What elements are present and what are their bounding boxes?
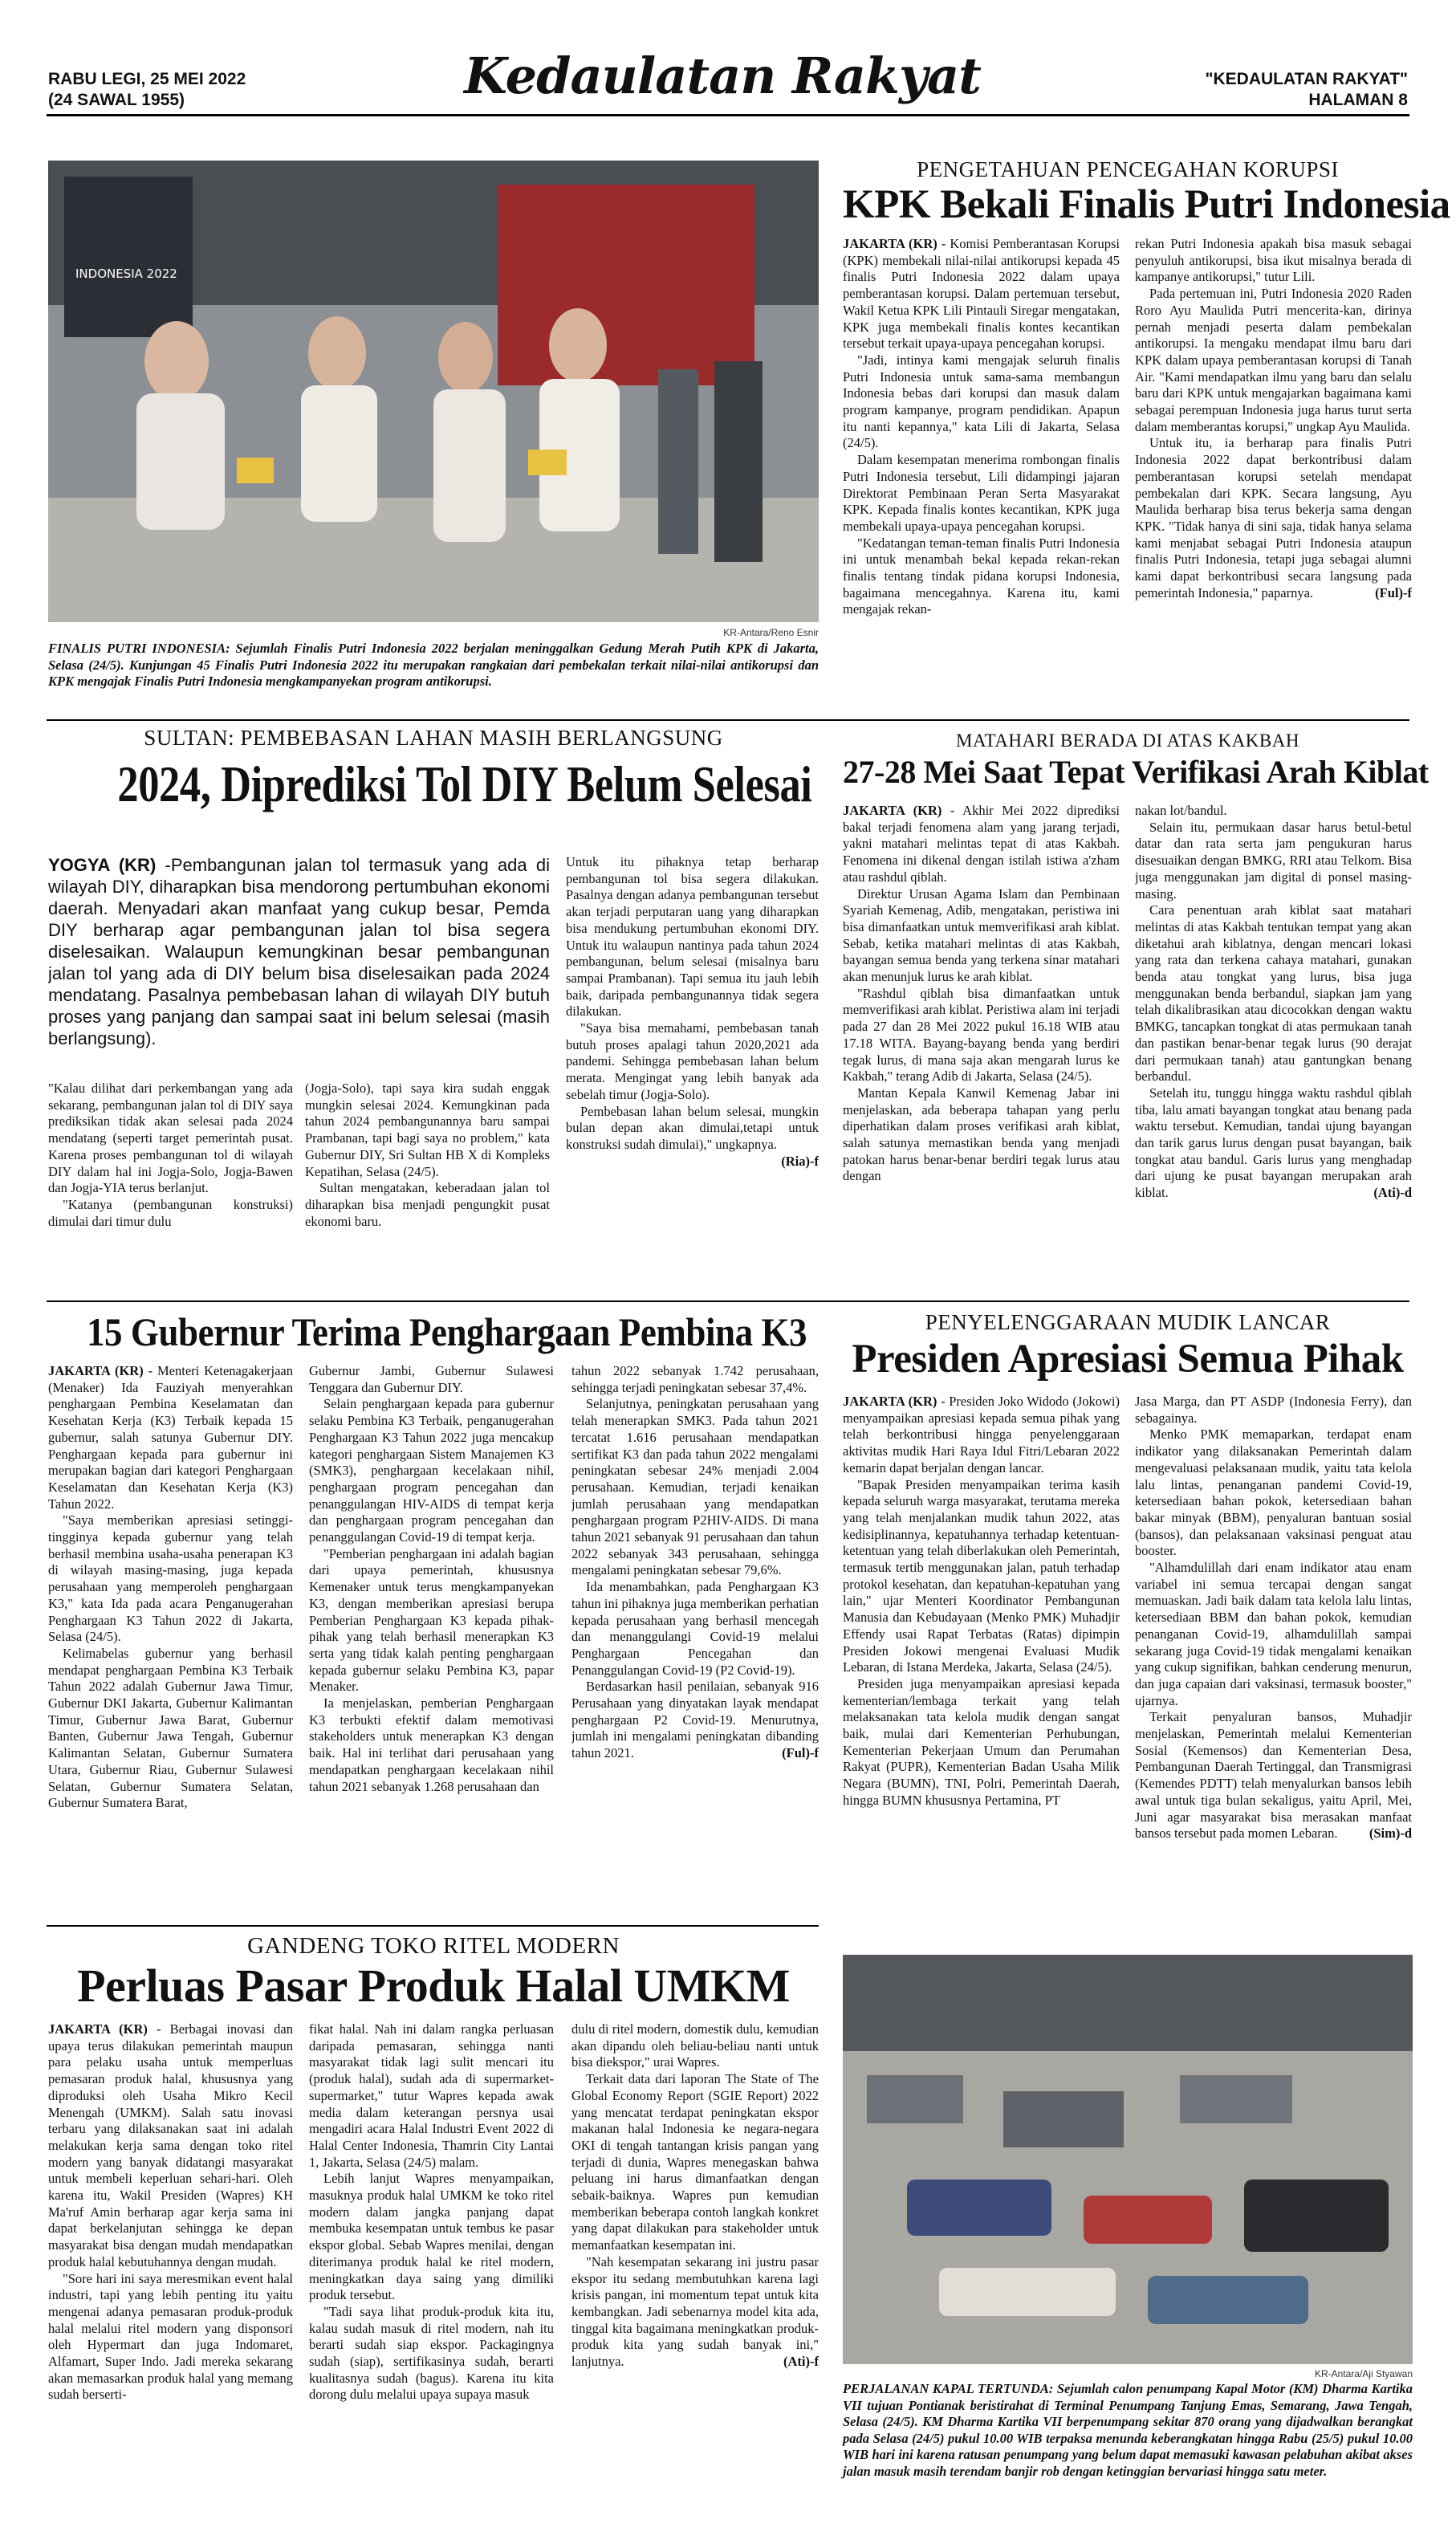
paragraph: "Nah kesempatan sekarang ini justru pasar ekspor itu sedang membutuhkan karena lagi krisis pangan, ini momentum tepat untuk kita kembangkan. Jadi sebenarnya model kita ada, tinggal kita bagaimana meningkatkan produk-produk kita yang sudah banyak ini," lanjutnya. (Ati)-f	[571, 2253, 819, 2370]
paragraph: "Bapak Presiden menyampaikan terima kasih kepada seluruh warga masyarakat, terutama mereka yang telah menjalankan mudik tahun 2022, atas kedisiplinannya, kepatuhannya terhadap ketentuan-ketentuan yang telah diberlakukan oleh Pemerintah, termasuk tertib menggunakan jalan, patuh terhadap protokol kesehatan, dan kepatuhan-kepatuhan yang lain," ujar Menteri Koordinator Pembangunan Manusia dan Kebudayaan (Menko PMK) Muhadjir Effendy usai Rapat Terbatas (Ratas) dipimpin Presiden Jokowi mengenai Evaluasi Mudik Lebaran, di Istana Merdeka, Jakarta, Selasa (24/5).	[843, 1476, 1120, 1675]
paragraph: "Kedatangan teman-teman finalis Putri Indonesia ini untuk menambah bekal kepada rekan-rekan finalis tentang tindak pidana korupsi Indonesia, bagaimana mencegahnya. Karena itu, kami mengajak rekan-	[843, 535, 1120, 617]
tol-col-3	[566, 854, 819, 1296]
paragraph: "Saya bisa memahami, pembebasan tanah butuh proses apalagi tahun 2020,2021 ada pandemi. Sehingga pembebasan lahan belum merata. Mengingat yang lebih banyak ada sebelah timur (Jogja-Solo).	[566, 1020, 819, 1102]
tol-lead: YOGYA (KR) -Pembangunan jalan tol termasuk yang ada di wilayah DIY, diharapkan bisa mendorong pertumbuhan ekonomi daerah. Menyadari akan manfaat yang cukup besar, Pemda DIY berharap agar pembangunan jalan tol bisa segera diselesaikan. Walaupun kemungkinan besar pembangunan jalan tol yang ada di DIY belum bisa diselesaikan pada 2024 mendatang. Pasalnya pembebasan lahan di wilayah DIY butuh proses yang panjang dan sampai saat ini belum selesai (masih berlangsung).	[48, 855, 550, 1048]
paragraph: Untuk itu pihaknya tetap berharap pembangunan tol bisa segera dilakukan. Pasalnya dengan adanya pembangunan tersebut akan terjadi perputaran uang yang diharapkan bisa mendukung pertumbuhan ekonomi DIY. Untuk itu walaupun nantinya pada tahun 2024 pembangunan, belum selesai (misalnya baru sampai Prambanan). Tapi semua itu jauh lebih baik, daripada pembangunannya tidak segera dilakukan.	[566, 854, 819, 1020]
paragraph: "Katanya (pembangunan konstruksi) dimulai dari timur dulu	[48, 1196, 293, 1229]
kpk-kicker: PENGETAHUAN PENCEGAHAN KORUPSI	[917, 157, 1339, 181]
k3-col-2	[309, 1363, 554, 1917]
paragraph: Lebih lanjut Wapres menyampaikan, masuknya produk halal UMKM ke toko ritel modern dalam jangka panjang dapat membuka kesempatan untuk tembus ke pasar ekspor global. Sebab Wapres menilai, dengan diterimanya produk halal ke ritel modern, meningkatkan daya saing yang dimiliki produk tersebut.	[309, 2171, 554, 2303]
date-text: RABU LEGI, 25 MEI 2022	[48, 70, 246, 88]
dateline: JAKARTA (KR)	[843, 803, 942, 818]
author-signature: (Ful)-f	[782, 1745, 819, 1761]
kiblat-kicker: MATAHARI BERADA DI ATAS KAKBAH	[956, 731, 1299, 751]
mudik-kicker: PENYELENGGARAAN MUDIK LANCAR	[925, 1310, 1331, 1334]
paragraph: Pembebasan lahan belum selesai, mungkin bulan depan akan dimulai,tetapi untuk konstruksi sudah dimulai)," ungkapnya. (Ria)-f	[566, 1103, 819, 1169]
paragraph: JAKARTA (KR) - Akhir Mei 2022 diprediksi bakal terjadi fenomena alam yang jarang terjadi, yakni matahari melintas tepat di atas Kakbah. Fenomena ini dikenal dengan istilah istiwa a'zham atau rashdul qiblah.	[843, 803, 1120, 885]
paragraph: (Jogja-Solo), tapi saya kira sudah enggak mungkin selesai 2024. Kemungkinan pada tahun 2024 pembangunannya baru sampai Prambanan, tapi bagi saya no problem," kata Gubernur DIY, Sri Sultan HB X di Kompleks Kepatihan, Selasa (24/5).	[305, 1081, 550, 1179]
paragraph: "Saya memberikan apresiasi setinggi-tingginya kepada gubernur yang telah berhasil membina usaha-usaha penerapan K3 di wilayah masing-masing, juga kepada perusahaan yang memperoleh penghargaan K3," kata Ida pada acara Penganugerahan Penghargaan K3 Tahun 2022 di Jakarta, Selasa (24/5).	[48, 1512, 293, 1645]
paragraph: Kelimabelas gubernur yang berhasil mendapat penghargaan Pembina K3 Terbaik Tahun 2022 adalah Gubernur Jawa Timur, Gubernur DKI Jakarta, Gubernur Kalimantan Timur, Gubernur Jawa Barat, Gubernur Banten, Gubernur Jawa Tengah, Gubernur Kalimantan Selatan, Gubernur Sumatera Utara, Gubernur Riau, Gubernur Sulawesi Selatan, Gubernur Sumatera Selatan, Gubernur Sumatera Barat,	[48, 1645, 293, 1811]
author-signature: (Ful)-f	[1375, 584, 1412, 600]
paragraph: Terkait data dari laporan The State of The Global Economy Report (SGIE Report) 2022 yang mencatat terdapat peningkatan ekspor makanan halal Indonesia ke negara-negara OKI di tengah tantangan krisis pangan yang terjadi di dunia, Wapres menegaskan bahwa peluang ini harus dimanfaatkan dengan sebaik-baiknya. Wapres pun kemudian memberikan beberapa contoh langkah konkret yang dapat dilakukan para stakeholder untuk memanfaatkan kesempatan ini.	[571, 2071, 819, 2253]
issue-date	[48, 69, 246, 111]
k3-col-3	[571, 1363, 819, 1917]
paragraph: rekan Putri Indonesia apakah bisa masuk sebagai penyuluh antikorupsi, bisa ikut misalnya berada di kampanye antikorupsi," tutur Lili.	[1135, 236, 1412, 285]
kiblat-headline: 27-28 Mei Saat Tepat Verifikasi Arah Kiblat	[843, 754, 1429, 790]
paragraph: Setelah itu, tunggu hingga waktu rashdul qiblah tiba, lalu amati bayangan tongkat atau benang pada waktu tersebut. Kemudian, tandai ujung bayangan dan tarik garus lurus dengan pusat bayangan, baik tongkat atau bandul. Garis lurus yang menghadap dari ujung ke pusat bayangan merupakan arah kiblat. (Ati)-d	[1135, 1085, 1412, 1201]
umkm-kicker: GANDENG TOKO RITEL MODERN	[247, 1933, 620, 1959]
paragraph: Jasa Marga, dan PT ASDP (Indonesia Ferry), dan sebagainya.	[1135, 1394, 1412, 1426]
paragraph: Untuk itu, ia berharap para finalis Putri Indonesia 2022 dapat berkontribusi dalam pemberantasan korupsi setelah mendapat pembekalan dari KPK. Secara langsung, Ayu Maulida berharap bisa terus bekerja sama dengan KPK. "Tidak hanya di sini saja, tidak hanya selama kami menjabat sebagai Putri Indonesia ataupun finalis Putri Indonesia, tetapi juga sebagai alumni kami dapat berkontribusi secara langsung pada pemerintah Indonesia," paparnya. (Ful)-f	[1135, 435, 1412, 600]
kiblat-col-1	[843, 803, 1120, 1300]
author-signature: (Sim)-d	[1369, 1826, 1412, 1842]
dateline: YOGYA (KR)	[48, 855, 157, 875]
paragraph: Ida menambahkan, pada Penghargaan K3 tahun ini pihaknya juga memberikan perhatian kepada perusahaan yang berhasil mencegah dan menanggulangi Covid-19 melalui Penghargaan Pencegahan dan Penanggulangan Covid-19 (P2 Covid-19).	[571, 1579, 819, 1678]
umkm-col-2	[309, 2021, 554, 2535]
mudik-col-2	[1135, 1394, 1412, 1939]
photo1-caption: FINALIS PUTRI INDONESIA: Sejumlah Finalis Putri Indonesia 2022 berjalan meninggalkan Gedung Merah Putih KPK di Jakarta, Selasa (24/5). Kunjungan 45 Finalis Putri Indonesia 2022 itu merupakan rangkaian dari pembekalan terkait nilai-nilai antikorupsi dan KPK mengajak Finalis Putri Indonesia mengkampanyekan program antikorupsi.	[48, 641, 819, 689]
paragraph: Mantan Kepala Kanwil Kemenag Jabar ini menjelaskan, ada beberapa tahapan yang perlu diperhatikan dalam proses verifikasi arah kiblat, salah satunya memastikan benda yang menjadi patokan harus benar-benar berdiri tegak lurus atau dengan	[843, 1085, 1120, 1184]
paragraph: Ia menjelaskan, pemberian Penghargaan K3 terbukti efektif dalam memotivasi stakeholders untuk menerapkan K3 dengan baik. Hal ini terlihat dari perusahaan yang mendapatkan penghargaan kecelakaan nihil tahun 2021 sebanyak 1.268 perusahaan dan	[309, 1695, 554, 1794]
paragraph: Terkait penyaluran bansos, Muhadjir menjelaskan, Pemerintah melalui Kementerian Sosial (Kemensos) dan Kementerian Desa, Pembangunan Daerah Tertinggal, dan Transmigrasi (Kemendes PDTT) telah menyalurkan bansos lebih awal untuk tiga bulan sekaligus, yaitu April, Mei, Juni agar masyarakat bisa merasakan manfaat bansos tersebut pada momen Lebaran. (Sim)-d	[1135, 1709, 1412, 1842]
paragraph: "Kalau dilihat dari perkembangan yang ada sekarang, pembangunan jalan tol di DIY saya prediksikan tidak akan selesai pada 2024 mendatang (seperti target pemerintah pusat. Karena proses pembangunan tol di wilayah DIY dalam hal ini Jogja-Solo, Jogja-Bawen dan Jogja-YIA terus berlanjut.	[48, 1081, 293, 1196]
paragraph: Berdasarkan hasil penilaian, sebanyak 916 Perusahaan yang dinyatakan layak mendapat penghargaan P2 Covid-19. Menurutnya, jumlah ini mengalami peningkatan dibanding tahun 2021. (Ful)-f	[571, 1679, 819, 1761]
paragraph: "Alhamdulillah dari enam indikator atau enam variabel ini semua tercapai dengan sangat memuaskan. Jadi baik dalam tata kelola lalu lintas, ketersediaan BBM dan bahan pokok, kemudian penanganan Covid-19, alhamdulillah sampai sekarang juga Covid-19 tidak mengalami kenaikan yang cukup signifikan, bahkan cenderung menurun, dan juga capaian dari vaksinasi, termasuk booster," ujarnya.	[1135, 1560, 1412, 1708]
paragraph: "Pemberian penghargaan ini adalah bagian dari upaya pemerintah, khususnya Kemenaker untuk terus mengkampanyekan K3, dengan memberikan apresiasi berupa Pemberian Penghargaan K3 kepada pihak-pihak yang telah berhasil menerapkan K3 serta yang tidak kalah penting penghargaan kepada gubernur selaku Pembina K3, papar Menaker.	[309, 1545, 554, 1695]
author-signature: (Ria)-f	[781, 1153, 819, 1169]
paragraph: JAKARTA (KR) - Komisi Pemberantasan Korupsi (KPK) membekali nilai-nilai antikorupsi kepada 45 finalis Putri Indonesia 2022 dalam upaya pemberantasan korupsi. Dalam pertemuan tersebut, Wakil Ketua KPK Lili Pintauli Siregar mengatakan, KPK juga membekali finalis kontes kecantikan tersebut terkait upaya-upaya pencegahan korupsi.	[843, 236, 1120, 352]
page-number: HALAMAN 8	[1308, 91, 1408, 109]
hijri-date-text: (24 SAWAL 1955)	[48, 91, 185, 109]
paragraph: Menko PMK memaparkan, terdapat enam indikator yang dilaksanakan Pemerintah dalam mengevaluasi pelaksanaan mudik, yaitu tata kelola lalu lintas, penanganan pandemi Covid-19, ketersediaan bahan pokok, ketersediaan bahan bakar minyak (BBM), penyaluran bantuan sosial (bansos), dan pelaksanaan vaksinasi penguat atau booster.	[1135, 1427, 1412, 1559]
mudik-headline: Presiden Apresiasi Semua Pihak	[852, 1337, 1404, 1382]
paragraph: dulu di ritel modern, domestik dulu, kemudian akan dipandu oleh beliau-beliau nanti untuk bisa diekspor," urai Wapres.	[571, 2021, 819, 2070]
k3-col-1	[48, 1363, 293, 1917]
tol-headline: 2024, Diprediksi Tol DIY Belum Selesai	[117, 755, 812, 812]
photo-finalis-putri-indonesia	[48, 161, 819, 622]
tol-col-1	[48, 1081, 293, 1291]
paragraph: Gubernur Jambi, Gubernur Sulawesi Tenggara dan Gubernur DIY.	[309, 1363, 554, 1395]
umkm-col-1	[48, 2021, 293, 2535]
paragraph: "Jadi, intinya kami mengajak seluruh finalis Putri Indonesia untuk sama-sama membangun Indonesia bebas dari korupsi dan masuk dalam program kampanye, program pendidikan. Apapun itu nanti kepannya," kata Lili di Jakarta, Selasa (24/5).	[843, 352, 1120, 451]
kpk-col-1	[843, 236, 1120, 718]
kpk-headline: KPK Bekali Finalis Putri Indonesia	[843, 182, 1450, 227]
paragraph: tahun 2022 sebanyak 1.742 perusahaan, sehingga terjadi peningkatan sebesar 37,4%.	[571, 1363, 819, 1395]
tol-col-2	[305, 1081, 550, 1291]
photo1-credit: KR-Antara/Reno Esnir	[723, 627, 819, 638]
paragraph: JAKARTA (KR) - Berbagai inovasi dan upaya terus dilakukan pemerintah maupun para pelaku usaha untuk memperluas pemasaran produk halal, khususnya yang diproduksi oleh Usaha Mikro Kecil Menengah (UMKM). Salah satu inovasi terbaru yang dilaksanakan saat ini adalah melakukan kerja sama dengan toko ritel modern yang banyak didatangi masyarakat untuk membeli keperluan sehari-hari. Oleh karena itu, Wakil Presiden (Wapres) KH Ma'ruf Amin berharap agar kerja sama ini dapat berkelanjutan sehingga ke depan masyarakat bisa dengan mudah mendapatkan produk halal kebutuhannya dengan mudah.	[48, 2021, 293, 2269]
paragraph: Presiden juga menyampaikan apresiasi kepada kementerian/lembaga terkait yang telah melaksanakan tata kelola mudik dengan sangat baik, mulai dari Kementerian Perhubungan, Kementerian Pekerjaan Umum dan Perumahan Rakyat (PUPR), Kementerian Badan Usaha Milik Negara (BUMN), TNI, Polri, Pemerintah Daerah, hingga BUMN khususnya Pertamina, PT	[843, 1675, 1120, 1808]
page-info	[1206, 69, 1408, 111]
author-signature: (Ati)-d	[1373, 1185, 1412, 1201]
paragraph: "Rashdul qiblah bisa dimanfaatkan untuk memverifikasi arah kiblat. Peristiwa alam ini terjadi pada 27 dan 28 Mei 2022 pukul 16.18 WIB atau 17.18 WITA. Bayang-bayang benda yang berdiri tegak lurus, di mana saja akan mengarah lurus ke Kakbah," terang Adib di Jakarta, Selasa (24/5).	[843, 985, 1120, 1085]
tol-kicker: SULTAN: PEMBEBASAN LAHAN MASIH BERLANGSUNG	[144, 726, 723, 750]
kiblat-col-2	[1135, 803, 1412, 1300]
umkm-col-3	[571, 2021, 819, 2535]
divider-1	[47, 719, 1409, 721]
divider-3	[47, 1925, 819, 1927]
k3-headline: 15 Gubernur Terima Penghargaan Pembina K3	[87, 1309, 807, 1354]
paragraph: Dalam kesempatan menerima rombongan finalis Putri Indonesia tersebut, Lili didampingi jajaran Direktorat Pembinaan Peran Serta Masyarakat KPK. Kepada finalis kontes kecantikan, KPK juga membekali upaya-upaya pencegahan korupsi.	[843, 452, 1120, 534]
dateline: JAKARTA (KR)	[843, 236, 937, 251]
paragraph: "Sore hari ini saya meresmikan event halal industri, tapi yang lebih penting itu yaitu mengenai adanya pemasaran produk-produk halal melalui ritel modern yang disponsori oleh Hypermart dan juga Indomaret, Alfamart, Super Indo. Jadi mereka sekarang akan memasarkan produk halal yang memang sudah berserti-	[48, 2270, 293, 2403]
paragraph: Cara penentuan arah kiblat saat matahari melintas di atas Kakbah tentukan tempat yang akan diketahui arah kiblatnya, dengan mencari lokasi yang rata dan terkena cahaya matahari, gunakan benda atau tongkat yang lurus, bisa juga menggunakan benda berbandul, siapkan jam yang telah dikalibrasikan atau dicocokkan dengan waktu BMKG, tancapkan tongkat di atas permukaan tanah dan pastikan benar-benar tegak lurus (90 derajat dari permukaan tanah) atau gantungkan benang berbandul.	[1135, 902, 1412, 1085]
divider-2	[47, 1300, 1409, 1302]
umkm-headline: Perluas Pasar Produk Halal UMKM	[77, 1960, 790, 2012]
paragraph: JAKARTA (KR) - Presiden Joko Widodo (Jokowi) menyampaikan apresiasi kepada semua pihak yang telah berkontribusi hingga penyelenggaraan aktivitas mudik Hari Raya Idul Fitri/Lebaran 2022 kemarin dapat berjalan dengan lancar.	[843, 1394, 1120, 1475]
paragraph: "Tadi saya lihat produk-produk kita itu, kalau sudah masuk di ritel modern, nah itu berarti sudah siap ekspor. Packagingnya sudah (siap), sertifikasinya sudah, berarti kualitasnya sudah (bagus). Karena itu kita dorong dulu melalui upaya supaya masuk	[309, 2303, 554, 2403]
paragraph: Selanjutnya, peningkatan perusahaan yang telah menerapkan SMK3. Pada tahun 2021 tercatat 1.616 perusahaan mendapatkan sertifikat K3 dan pada tahun 2022 mengalami peningkatan sebesar 24% menjadi 2.004 perusahaan. Kemudian, terjadi kenaikan jumlah perusahaan yang mendapatkan penghargaan program P2HIV-AIDS. Di mana tahun 2021 sebanyak 91 perusahaan dan tahun 2022 sebanyak 343 perusahaan, sehingga mengalami peningkatan sebesar 79,6%.	[571, 1396, 819, 1578]
kpk-col-2	[1135, 236, 1412, 718]
photo2-credit: KR-Antara/Aji Styawan	[1314, 2368, 1413, 2379]
paragraph: nakan lot/bandul.	[1135, 803, 1227, 818]
paragraph: Sultan mengatakan, keberadaan jalan tol diharapkan bisa menjadi pengungkit pusat ekonomi baru.	[305, 1180, 550, 1229]
paper-name-text: "KEDAULATAN RAKYAT"	[1205, 70, 1408, 88]
paragraph: Selain penghargaan kepada para gubernur selaku Pembina K3 Terbaik, penganugerahan Penghargaan K3 Tahun 2022 juga mencakup kategori penghargaan Sistem Manajemen K3 (SMK3), penghargaan kecelakaan nihil, penghargaan program pencegahan dan penanggulangan HIV-AIDS di tempat kerja dan penghargaan program pencegahan dan penanggulangan Covid-19 di tempat kerja.	[309, 1396, 554, 1545]
paragraph: Pada pertemuan ini, Putri Indonesia 2020 Raden Roro Ayu Maulida Putri mencerita-kan, dirinya pernah menjadi peserta dalam pembekalan antikorupsi. Ia mengaku mendapat ilmu baru dari KPK dalam upaya pemberantasan korupsi di Tanah Air. "Kami mendapatkan ilmu yang baru dan selalu baru dari KPK untuk mengajarkan bagaimana kami sebagai perempuan Indonesia juga harus turut serta dalam memberantas korupsi," ungkap Ayu Maulida.	[1135, 286, 1412, 434]
photo-illustration	[48, 161, 819, 622]
dateline: JAKARTA (KR)	[843, 1394, 937, 1409]
mudik-col-1	[843, 1394, 1120, 1939]
photo-banner-text: INDONESIA 2022	[75, 267, 177, 281]
header-rule	[47, 114, 1409, 116]
paragraph: fikat halal. Nah ini dalam rangka perluasan daripada pemasaran, sehingga nanti masyarakat tidak lagi sulit mencari itu (produk halal), sudah ada di supermarket-supermarket," tutur Wapres kepada awak media dalam keterangan persnya usai mengadiri acara Halal Industri Event 2022 di Halal Center Indonesia, Thamrin City Lantai 1, Jakarta, Selasa (24/5) malam.	[309, 2021, 554, 2170]
photo2-caption: PERJALANAN KAPAL TERTUNDA: Sejumlah calon penumpang Kapal Motor (KM) Dharma Kartika VII tujuan Pontianak beristirahat di Terminal Penumpang Tanjung Emas, Semarang, Jawa Tengah, Selasa (24/5). KM Dharma Kartika VII berpenumpang sekitar 870 orang yang dijadwalkan berangkat pada Selasa (24/5) pukul 10.00 WIB terpaksa menunda keberangkatan hingga Rabu (25/5) pukul 10.00 WIB hari ini karena ratusan penumpang yang belum dapat memasuki kawasan pelabuhan akibat akses jalan masuk masih terendam banjir rob dengan ketinggian bervariasi hingga satu meter.	[843, 2381, 1413, 2479]
paragraph: JAKARTA (KR) - Menteri Ketenagakerjaan (Menaker) Ida Fauziyah menyerahkan penghargaan Pembina Keselamatan dan Kesehatan Kerja (K3) Terbaik kepada 15 gubernur, salah satunya Gubernur DIY. Penghargaan kepada para gubernur ini merupakan bagian dari kategori Penghargaan Keselamatan dan Kesehatan Kerja (K3) Tahun 2022.	[48, 1363, 293, 1512]
dateline: JAKARTA (KR)	[48, 1363, 144, 1378]
photo2-illustration	[843, 1955, 1413, 2364]
dateline: JAKARTA (KR)	[48, 2021, 148, 2037]
author-signature: (Ati)-f	[783, 2354, 819, 2370]
masthead-logo: Kedaulatan Rakyat	[464, 47, 981, 105]
paragraph: Selain itu, permukaan dasar harus betul-betul datar dan rata serta jam pengukuran harus disesuaikan dengan BMKG, RRI atau Telkom. Bisa juga menggunakan jam digital di ponsel masing-masing.	[1135, 819, 1412, 902]
paragraph: Direktur Urusan Agama Islam dan Pembinaan Syariah Kemenag, Adib, mengatakan, peristiwa ini bisa dimanfaatkan untuk memverifikasi arah kiblat. Sebab, ketika matahari melintas di atas Kakbah, bayangan semua benda yang terkena sinar matahari akan menunjuk lurus ke arah kiblat.	[843, 885, 1120, 985]
photo-kapal-tertunda	[843, 1955, 1413, 2364]
